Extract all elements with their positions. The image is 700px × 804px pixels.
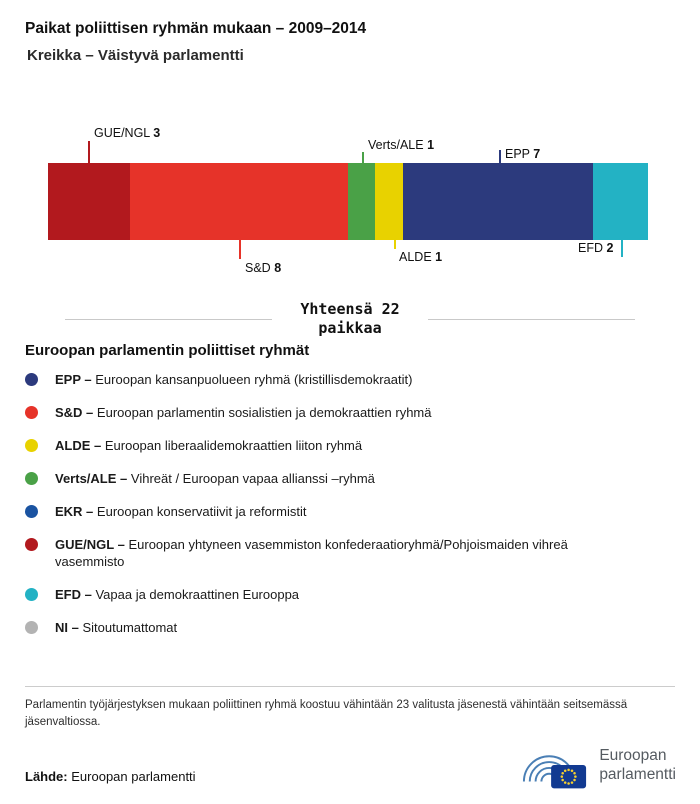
legend-description: Euroopan konservatiivit ja reformistit [96,504,307,519]
page-title: Paikat poliittisen ryhmän mukaan – 2009–2014 [25,20,367,37]
legend-dot-sd [25,406,38,419]
legend-dot-epp [25,373,38,386]
legend-item-gue-ngl [25,536,675,570]
legend-item-verts-ale [25,470,675,487]
legend-abbr: NI – [55,620,79,635]
legend-description: Vapaa ja demokraattinen Eurooppa [95,587,300,602]
legend-dot-efd [25,588,38,601]
segment-label-name: ALDE [399,250,432,264]
total-line1: Yhteensä 22 [300,300,400,318]
footnote: Parlamentin työjärjestyksen mukaan poliittinen ryhmä koostuu vähintään 23 valitusta jäsenestä vähintään seitsemässä jäsenvaltiossa. [25,699,628,728]
segment-label-value: 8 [274,261,282,275]
total-seats [65,300,635,338]
callout-line-alde [394,240,396,249]
legend-text [55,470,375,487]
legend-dot-ekr [25,505,38,518]
legend-dot-gue-ngl [25,538,38,551]
page-subtitle: Kreikka – Väistyvä parlamentti [27,47,244,64]
segment-label-sd [245,261,281,275]
segment-label-efd [578,241,613,255]
ep-logo-icon [521,740,589,790]
legend-item-ni [25,619,675,636]
eu-flag-icon [551,765,586,788]
legend-dot-verts-ale [25,472,38,485]
ep-logo-wordmark-line2: parlamentti [599,766,676,783]
legend-text [55,503,306,520]
legend-text [55,586,299,603]
segment-label-name: EFD [578,241,603,255]
legend-description: Euroopan kansanpuolueen ryhmä (kristillisdemokraatit) [95,372,413,387]
legend-description: Sitoutumattomat [82,620,178,635]
bar-segment-sd [130,163,348,240]
legend-text [55,404,432,421]
source-line [25,769,196,784]
segment-label-alde [399,250,442,264]
legend-abbr: GUE/NGL – [55,537,125,552]
segment-label-value: 1 [427,138,435,152]
legend-text [55,619,177,636]
legend-description: Vihreät / Euroopan vapaa allianssi –ryhmä [130,471,375,486]
segment-label-value: 7 [533,147,541,161]
legend-item-alde [25,437,675,454]
bar-segment-epp [403,163,594,240]
legend-abbr: Verts/ALE – [55,471,128,486]
legend-text [55,371,412,388]
segment-label-verts-ale [368,138,434,152]
legend-text [55,437,362,454]
legend-dot-ni [25,621,38,634]
legend-text [55,536,605,570]
legend-abbr: EKR – [55,504,94,519]
segment-label-name: S&D [245,261,271,275]
legend-item-ekr [25,503,675,520]
legend-description: Euroopan liberaalidemokraattien liiton ryhmä [104,438,363,453]
segment-label-epp [505,147,540,161]
bar-segment-efd [593,163,648,240]
total-seats-label [300,300,399,338]
bar-segment-verts-ale [348,163,375,240]
legend-item-efd [25,586,675,603]
legend-list [25,371,675,652]
source-label: Lähde: [25,769,68,784]
segment-label-value: 2 [606,241,614,255]
source-value: Euroopan parlamentti [71,769,196,784]
callout-line-efd [621,240,623,257]
legend-abbr: S&D – [55,405,94,420]
segment-label-name: Verts/ALE [368,138,424,152]
legend-abbr: ALDE – [55,438,102,453]
legend-abbr: EPP – [55,372,92,387]
footnote-divider [25,686,675,687]
segment-label-name: EPP [505,147,530,161]
total-rule-right [428,319,635,320]
callout-line-gue-ngl [88,141,90,164]
segment-label-value: 3 [153,126,161,140]
legend-heading: Euroopan parlamentin poliittiset ryhmät [25,342,310,359]
bar-segment-gue-ngl [48,163,130,240]
segment-label-value: 1 [435,250,443,264]
legend-item-sd [25,404,675,421]
total-line2: paikkaa [318,319,382,337]
segment-label-name: GUE/NGL [94,126,150,140]
callout-line-sd [239,240,241,259]
legend-dot-alde [25,439,38,452]
callout-line-epp [499,150,501,164]
ep-logo [521,740,676,790]
legend-item-epp [25,371,675,388]
legend-description: Euroopan parlamentin sosialistien ja demokraattien ryhmä [96,405,432,420]
legend-abbr: EFD – [55,587,92,602]
segment-label-gue-ngl [94,126,160,140]
bar-segment-alde [375,163,402,240]
legend-description: Euroopan yhtyneen vasemmiston konfederaatioryhmä/Pohjoismaiden vihreä vasemmisto [55,537,568,569]
ep-logo-wordmark [599,746,676,784]
seat-distribution-bar [48,163,648,240]
ep-logo-wordmark-line1: Euroopan [599,747,667,764]
total-rule-left [65,319,272,320]
